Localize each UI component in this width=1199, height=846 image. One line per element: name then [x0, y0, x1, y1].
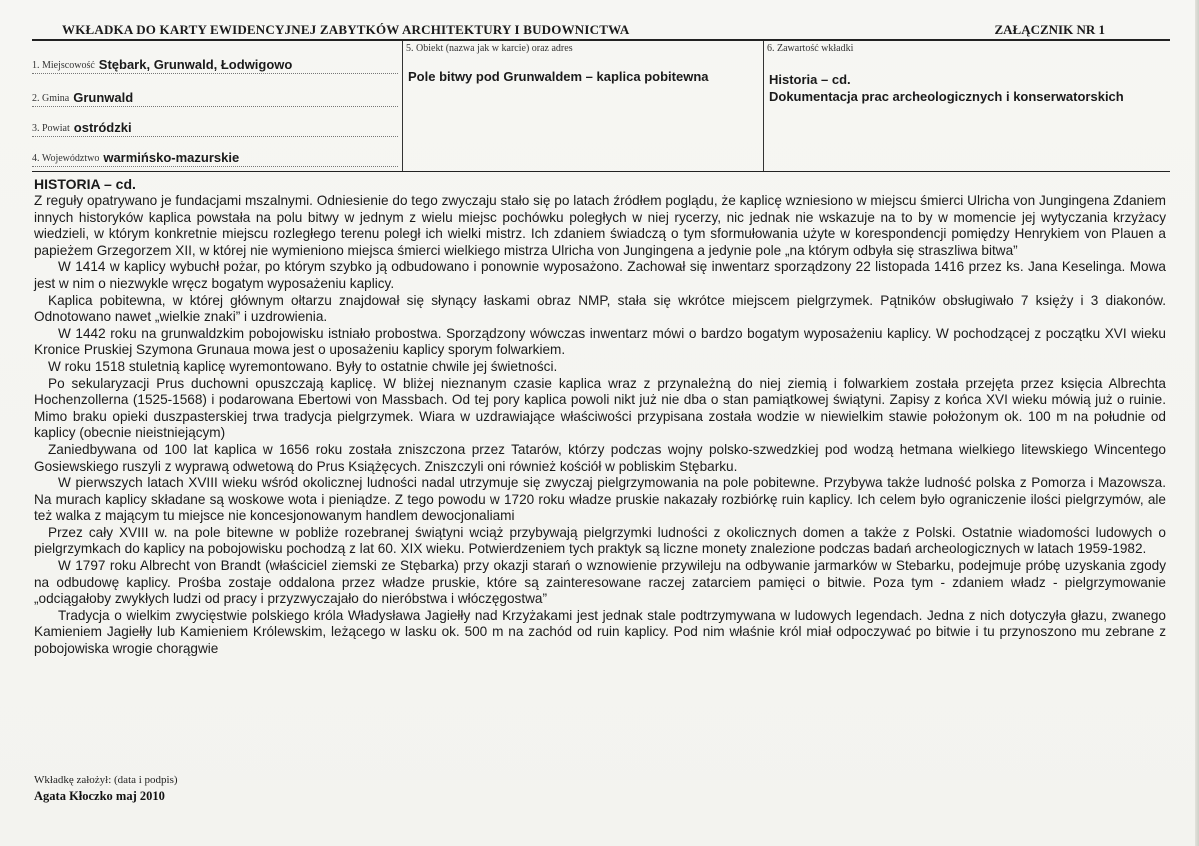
- voivodeship-label: 4. Województwo: [32, 153, 100, 164]
- district-label: 3. Powiat: [32, 123, 70, 134]
- contents-label: 6. Zawartość wkładki: [767, 43, 854, 54]
- object-label: 5. Obiekt (nazwa jak w karcie) oraz adres: [406, 43, 573, 54]
- commune-label: 2. Gmina: [32, 93, 70, 104]
- commune-field: [32, 85, 398, 107]
- footer-label: Wkładkę założył: (data i podpis): [34, 774, 178, 786]
- column-divider: [763, 41, 764, 171]
- history-paragraph: W 1414 w kaplicy wybuchł pożar, po którym szybko ją odbudowano i ponownie wyposażono. Zachował się inwentarz sporządzony 22 listopada 1416 przez ks. Jana Keselinga. Mowa jest w nim o niezwykle wręcz bogatym wyposażeniu kaplicy.: [34, 259, 1166, 291]
- history-paragraph: Tradycja o wielkim zwycięstwie polskiego króla Władysława Jagiełły nad Krzyżakami jest jednak stale podtrzymywana w ludowych legendach. Jedna z nich dotyczyła głazu, zwanego Kamieniem Jagiełły lub Kamieniem Królewskim, leżącego w lasku ok. 500 m na zachód od ruin kaplicy. Pod nim właśnie król miał odpoczywać po bitwie i tu przynoszono mu zebrane z pobojowiska wrogie chorągwie: [34, 607, 1166, 657]
- contents-line-1: Historia – cd.: [769, 72, 851, 87]
- history-paragraph: W roku 1518 stuletnią kaplicę wyremontowano. Były to ostatnie chwile jej świetności.: [48, 358, 558, 374]
- locality-label: 1. Miejscowość: [32, 60, 95, 71]
- column-divider: [402, 41, 403, 171]
- district-field: [32, 115, 398, 137]
- history-paragraph: W 1797 roku Albrecht von Brandt (właściciel ziemski ze Stębarka) przy okazji starań o wznowienie przywileju na odbywanie jarmarków w Stebarku, podejmuje próbę uzyskania zgody na odbudowę kaplicy. Prośba zostaje oddalona przez władze pruskie, które są zainteresowane raczej zatarciem pamięci o bitwie. Poza tym - zdaniem władz - pielgrzymowanie „odciągałoby zwykłych ludzi od pracy i przyzwyczajało do nieróbstwa i włóczęgostwa”: [34, 558, 1166, 607]
- locality-value: Stębark, Grunwald, Łodwigowo: [98, 57, 293, 72]
- history-paragraph: Zaniedbywana od 100 lat kaplica w 1656 roku została zniszczona przez Tatarów, którzy podczas wojny polsko-szwedzkiej pod wodzą hetmana wielkiego litewskiego Wincentego Gosiewskiego ruszyli z wyprawą odwetową do Prus Książęcych. Zniszczyli oni również kościół w pobliskim Stębarku.: [34, 441, 1166, 474]
- form-header-box: [32, 39, 1170, 172]
- commune-value: Grunwald: [73, 90, 134, 105]
- object-value: Pole bitwy pod Grunwaldem – kaplica pobitewna: [408, 69, 709, 84]
- voivodeship-value: warmińsko-mazurskie: [103, 150, 240, 165]
- history-paragraph: Przez cały XVIII w. na pole bitewne w pobliże rozebranej świątyni wciąż przybywają pielgrzymki ludności z okolicznych domen a także z Polski. Ostatnie wiadomości ludowych o pielgrzymkach do kaplicy na pobojowisku pochodzą z lat 60. XIX wieku. Potwierdzeniem tych praktyk są liczne monety znalezione podczas badań archeologicznych w latach 1959-1982.: [34, 524, 1166, 557]
- history-paragraph: W 1442 roku na grunwaldzkim pobojowisku istniało probostwa. Sporządzony wówczas inwentarz mówi o bardzo bogatym wyposażeniu kaplicy. W pochodzącej z początku XVI wieku Kronice Pruskiej Szymona Grunaua mowa jest o uposażeniu kaplicy sporym folwarkiem.: [34, 325, 1166, 358]
- annex-number: ZAŁĄCZNIK NR 1: [994, 22, 1105, 37]
- history-paragraph: W pierwszych latach XVIII wieku wśród okolicznej ludności nadal utrzymuje się zwyczaj pielgrzymowania na pole pobitewne. Przybywa także ludność polska z Pomorza i Mazowsza. Na murach kaplicy składane są woskowe wota i pieniądze. Z tego powodu w 1720 roku władze pruskie nakazały rozbiórkę ruin kaplicy. Ich celem było ograniczenie ilości pielgrzymów, ale też walka z mającym tu miejsce nie koncesjonowanym handlem dewocjonaliami: [34, 475, 1166, 524]
- history-text: [34, 193, 1166, 658]
- history-paragraph: Kaplica pobitewna, w której głównym ołtarzu znajdował się słynący łaskami obraz NMP, stała się wkrótce miejscem pielgrzymek. Pątników obsługiwało 7 księży i 3 diakonów. Odnotowano nawet „wielkie znaki” i uzdrowienia.: [34, 292, 1166, 325]
- district-value: ostródzki: [73, 120, 132, 135]
- voivodeship-field: [32, 145, 398, 167]
- locality-field: [32, 52, 398, 74]
- history-heading: HISTORIA – cd.: [34, 176, 136, 192]
- scan-edge: [1195, 0, 1199, 846]
- history-paragraph: Po sekularyzacji Prus duchowni opuszczają kaplicę. W bliżej nieznanym czasie kaplica wraz z przynależną do niej ziemią i folwarkiem została przejęta przez księcia Albrechta Hochenzollerna (1525-1568) i podarowana Ebertowi von Massbach. Od tej pory kaplica powoli nikt już nie dba o stan pamiątkowej świątyni. Zapisy z końca XVI wieku mówią już o ruinie. Mimo braku opieki duszpasterskiej trwa tradycja pielgrzymek. Wiara w uzdrawiające właściwości przypisana została wodzie w niewielkim stawie położonym ok. 100 m na południe od kaplicy (obecnie nieistniejącym): [34, 375, 1166, 441]
- footer-author: Agata Kłoczko maj 2010: [34, 789, 165, 803]
- document-title: WKŁADKA DO KARTY EWIDENCYJNEJ ZABYTKÓW ARCHITEKTURY I BUDOWNICTWA: [62, 22, 630, 37]
- contents-line-2: Dokumentacja prac archeologicznych i konserwatorskich: [769, 89, 1124, 104]
- history-paragraph: Z reguły opatrywano je fundacjami mszalnymi. Odniesienie do tego zwyczaju stało się po latach źródłem poglądu, że kaplicę wzniesiono w miejscu śmierci Ulricha von Jungingena Zdaniem innych historyków kaplica powstała na polu bitwy w jednym z wielu miejsc pochówku poległych w niej rycerzy, nic jednak nie wskazuje na to by w momencie jej wytyczania krzyżacy wiedzieli, w którym konkretnie miejscu rozległego terenu poległ ich wielki mistrz. Ich zdaniem świadczą o tym sformułowania użyte w korespondencji pomiędzy Henrykiem von Plauen a papieżem Grzegorzem XII, w której nie wymieniono miejsca śmierci wielkiego mistrza Ulricha von Jungingena a jedynie pole „na którym odbyła się straszliwa bitwa”: [34, 193, 1166, 258]
